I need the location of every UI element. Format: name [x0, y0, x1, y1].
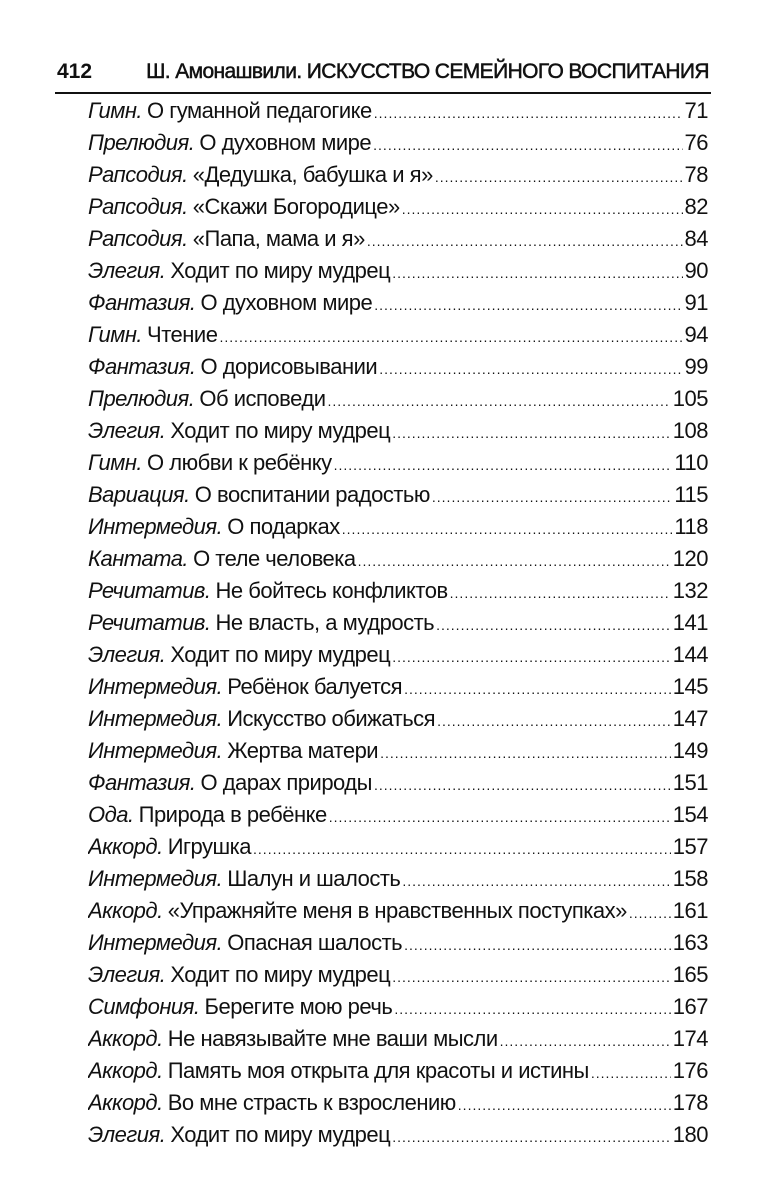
entry-genre: Элегия.: [88, 642, 166, 667]
entry-genre: Интермедия.: [88, 514, 223, 539]
dot-leader: [450, 577, 671, 607]
entry-page: 147: [672, 706, 708, 731]
dot-leader: [591, 1057, 671, 1087]
running-title: Ш. Амонашвили. ИСКУССТВО СЕМЕЙНОГО ВОСПИТАНИЯ: [146, 60, 709, 83]
toc-entry: [88, 959, 708, 991]
entry-genre: Элегия.: [88, 1122, 166, 1147]
entry-page: 84: [684, 226, 708, 251]
dot-leader: [379, 353, 682, 383]
entry-title: Не навязывайте мне ваши мысли: [167, 1026, 498, 1051]
entry-page: 132: [672, 578, 708, 603]
dot-leader: [374, 769, 671, 799]
dot-leader: [392, 1121, 671, 1151]
toc-entry: [88, 575, 708, 607]
entry-genre: Прелюдия.: [88, 386, 195, 411]
toc-entry: [88, 255, 708, 287]
toc-entry: [88, 383, 708, 415]
dot-leader: [437, 705, 671, 735]
toc-entry: [88, 863, 708, 895]
entry-title: Не бойтесь конфликтов: [215, 578, 448, 603]
entry-genre: Аккорд.: [88, 1026, 163, 1051]
table-of-contents: [88, 95, 708, 1151]
toc-entry: [88, 671, 708, 703]
entry-page: 149: [672, 738, 708, 763]
toc-entry: [88, 767, 708, 799]
toc-entry: [88, 1087, 708, 1119]
dot-leader: [436, 609, 671, 639]
entry-page: 71: [684, 98, 708, 123]
entry-genre: Рапсодия.: [88, 194, 188, 219]
dot-leader: [334, 449, 673, 479]
entry-title: «Дедушка, бабушка и я»: [192, 162, 433, 187]
entry-genre: Элегия.: [88, 258, 166, 283]
entry-title: О духовном мире: [199, 130, 372, 155]
entry-genre: Интермедия.: [88, 674, 223, 699]
entry-genre: Ода.: [88, 802, 134, 827]
entry-page: 120: [672, 546, 708, 571]
entry-page: 161: [672, 898, 708, 923]
entry-page: 176: [672, 1058, 708, 1083]
dot-leader: [219, 321, 682, 351]
entry-title: Не власть, а мудрость: [215, 610, 435, 635]
entry-title: Жертва матери: [227, 738, 379, 763]
toc-entry: [88, 159, 708, 191]
entry-genre: Гимн.: [88, 450, 143, 475]
entry-title: «Упражняйте меня в нравственных поступках»: [167, 898, 627, 923]
dot-leader: [394, 993, 670, 1023]
entry-genre: Элегия.: [88, 418, 166, 443]
entry-page: 157: [672, 834, 708, 859]
entry-title: О подарках: [227, 514, 340, 539]
entry-page: 174: [672, 1026, 708, 1051]
entry-genre: Прелюдия.: [88, 130, 195, 155]
entry-genre: Фантазия.: [88, 354, 196, 379]
entry-genre: Симфония.: [88, 994, 200, 1019]
entry-title: Природа в ребёнке: [138, 802, 327, 827]
dot-leader: [367, 225, 683, 255]
toc-entry: [88, 479, 708, 511]
entry-title: Берегите мою речь: [204, 994, 393, 1019]
dot-leader: [329, 801, 671, 831]
dot-leader: [402, 865, 670, 895]
entry-page: 154: [672, 802, 708, 827]
entry-page: 94: [684, 322, 708, 347]
toc-entry: [88, 895, 708, 927]
entry-page: 105: [672, 386, 708, 411]
entry-genre: Интермедия.: [88, 866, 223, 891]
entry-page: 118: [674, 514, 708, 539]
toc-entry: [88, 1055, 708, 1087]
dot-leader: [373, 129, 682, 159]
toc-entry: [88, 95, 708, 127]
toc-entry: [88, 511, 708, 543]
entry-genre: Аккорд.: [88, 898, 163, 923]
entry-page: 108: [672, 418, 708, 443]
dot-leader: [253, 833, 671, 863]
entry-page: 165: [672, 962, 708, 987]
toc-entry: [88, 703, 708, 735]
dot-leader: [392, 641, 671, 671]
dot-leader: [404, 673, 671, 703]
dot-leader: [328, 385, 671, 415]
entry-page: 99: [684, 354, 708, 379]
entry-page: 144: [672, 642, 708, 667]
entry-title: «Папа, мама и я»: [192, 226, 365, 251]
entry-genre: Интермедия.: [88, 706, 223, 731]
toc-entry: [88, 831, 708, 863]
entry-genre: Фантазия.: [88, 770, 196, 795]
entry-page: 158: [672, 866, 708, 891]
entry-title: Искусство обижаться: [227, 706, 436, 731]
toc-entry: [88, 927, 708, 959]
entry-genre: Гимн.: [88, 98, 143, 123]
toc-entry: [88, 415, 708, 447]
toc-entry: [88, 287, 708, 319]
entry-page: 91: [684, 290, 708, 315]
page-number: 412: [57, 60, 93, 83]
dot-leader: [374, 97, 683, 127]
toc-entry: [88, 447, 708, 479]
entry-page: 151: [672, 770, 708, 795]
dot-leader: [358, 545, 671, 575]
entry-genre: Интермедия.: [88, 930, 223, 955]
entry-page: 180: [672, 1122, 708, 1147]
entry-title: О любви к ребёнку: [147, 450, 332, 475]
running-header: [57, 60, 709, 90]
entry-title: О гуманной педагогике: [147, 98, 372, 123]
entry-title: Ходит по миру мудрец: [170, 418, 391, 443]
entry-genre: Речитатив.: [88, 610, 211, 635]
dot-leader: [458, 1089, 671, 1119]
toc-entry: [88, 127, 708, 159]
entry-genre: Интермедия.: [88, 738, 223, 763]
entry-page: 76: [684, 130, 708, 155]
entry-title: О дорисовывании: [200, 354, 378, 379]
entry-page: 115: [674, 482, 708, 507]
entry-title: Ходит по миру мудрец: [170, 642, 391, 667]
dot-leader: [432, 481, 673, 511]
entry-genre: Речитатив.: [88, 578, 211, 603]
toc-entry: [88, 223, 708, 255]
dot-leader: [500, 1025, 671, 1055]
entry-genre: Аккорд.: [88, 1058, 163, 1083]
entry-genre: Вариация.: [88, 482, 190, 507]
entry-title: Чтение: [147, 322, 218, 347]
dot-leader: [392, 257, 682, 287]
toc-entry: [88, 351, 708, 383]
entry-title: О теле человека: [193, 546, 356, 571]
entry-title: О духовном мире: [200, 290, 373, 315]
dot-leader: [629, 897, 671, 927]
header-rule: [55, 92, 711, 94]
entry-page: 78: [684, 162, 708, 187]
entry-genre: Аккорд.: [88, 834, 163, 859]
entry-title: Ходит по миру мудрец: [170, 962, 391, 987]
dot-leader: [392, 961, 671, 991]
toc-entry: [88, 191, 708, 223]
entry-page: 145: [672, 674, 708, 699]
entry-genre: Гимн.: [88, 322, 143, 347]
dot-leader: [380, 737, 671, 767]
entry-title: Игрушка: [167, 834, 252, 859]
entry-page: 178: [672, 1090, 708, 1115]
dot-leader: [435, 161, 683, 191]
entry-genre: Элегия.: [88, 962, 166, 987]
entry-genre: Рапсодия.: [88, 162, 188, 187]
entry-genre: Аккорд.: [88, 1090, 163, 1115]
entry-genre: Фантазия.: [88, 290, 196, 315]
dot-leader: [404, 929, 671, 959]
entry-title: Память моя открыта для красоты и истины: [167, 1058, 589, 1083]
entry-title: Об исповеди: [199, 386, 326, 411]
entry-title: Опасная шалость: [227, 930, 403, 955]
entry-title: О дарах природы: [200, 770, 372, 795]
dot-leader: [342, 513, 673, 543]
entry-title: Ходит по миру мудрец: [170, 258, 391, 283]
entry-title: О воспитании радостью: [194, 482, 430, 507]
entry-page: 167: [672, 994, 708, 1019]
entry-page: 90: [684, 258, 708, 283]
toc-entry: [88, 799, 708, 831]
dot-leader: [374, 289, 682, 319]
toc-entry: [88, 543, 708, 575]
toc-entry: [88, 1023, 708, 1055]
toc-entry: [88, 319, 708, 351]
toc-entry: [88, 607, 708, 639]
toc-entry: [88, 991, 708, 1023]
entry-page: 141: [672, 610, 708, 635]
dot-leader: [392, 417, 671, 447]
entry-genre: Кантата.: [88, 546, 189, 571]
entry-page: 82: [684, 194, 708, 219]
entry-title: «Скажи Богородице»: [192, 194, 400, 219]
entry-title: Во мне страсть к взрослению: [167, 1090, 456, 1115]
entry-title: Ходит по миру мудрец: [170, 1122, 391, 1147]
entry-title: Шалун и шалость: [227, 866, 401, 891]
toc-entry: [88, 1119, 708, 1151]
dot-leader: [402, 193, 683, 223]
entry-page: 163: [672, 930, 708, 955]
entry-title: Ребёнок балуется: [227, 674, 403, 699]
entry-genre: Рапсодия.: [88, 226, 188, 251]
toc-entry: [88, 735, 708, 767]
toc-entry: [88, 639, 708, 671]
entry-page: 110: [674, 450, 708, 475]
